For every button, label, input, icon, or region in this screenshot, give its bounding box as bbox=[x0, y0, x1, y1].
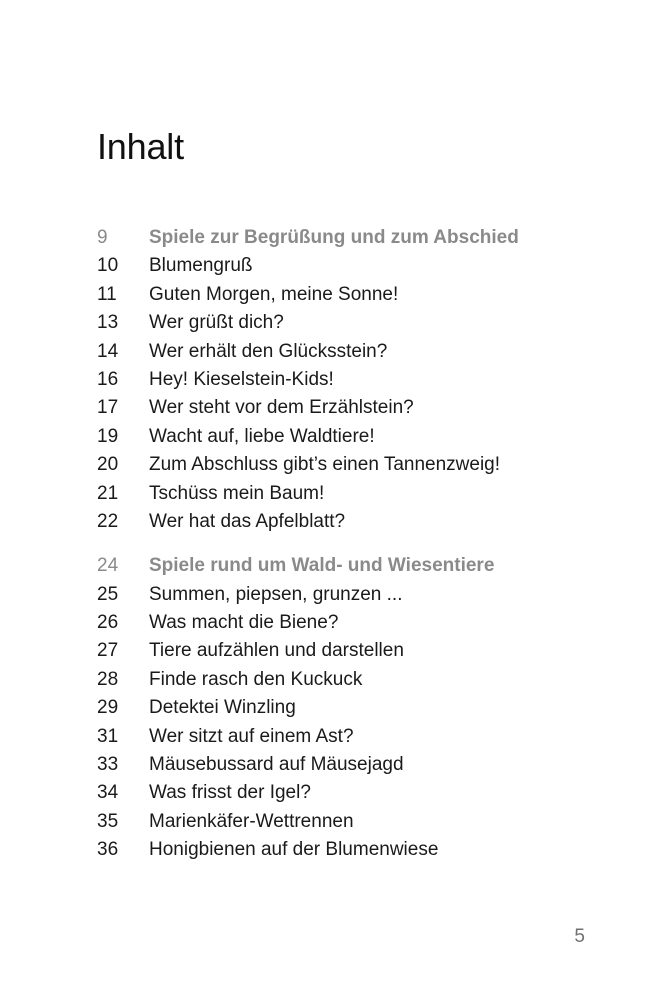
entry-title: Tiere aufzählen und darstellen bbox=[149, 640, 404, 662]
entry-page-number: 20 bbox=[97, 454, 119, 476]
section-title: Spiele zur Begrüßung und zum Abschied bbox=[149, 227, 519, 248]
entry-title: Finde rasch den Kuckuck bbox=[149, 668, 363, 690]
toc-entry bbox=[97, 751, 617, 779]
section-heading bbox=[97, 552, 617, 580]
toc-entry bbox=[97, 252, 617, 280]
entry-title: Was frisst der Igel? bbox=[149, 782, 311, 804]
entry-page-number: 22 bbox=[97, 510, 119, 532]
entry-title: Marienkäfer-Wettrennen bbox=[149, 810, 354, 832]
toc-entry bbox=[97, 394, 617, 422]
toc-section-animals bbox=[97, 552, 617, 864]
entry-title: Honigbienen auf der Blumenwiese bbox=[149, 839, 439, 861]
entry-title: Hey! Kieselstein-Kids! bbox=[149, 368, 334, 390]
entry-title: Wer steht vor dem Erzählstein? bbox=[149, 397, 414, 419]
entry-page-number: 28 bbox=[97, 668, 119, 690]
section-title: Spiele rund um Wald- und Wiesentiere bbox=[149, 555, 495, 577]
toc-entry bbox=[97, 666, 617, 694]
entry-title: Wacht auf, liebe Waldtiere! bbox=[149, 425, 375, 447]
entry-page-number: 14 bbox=[97, 340, 119, 362]
entry-title: Wer hat das Apfelblatt? bbox=[149, 510, 346, 532]
toc-entry bbox=[97, 309, 617, 337]
toc-section-greeting bbox=[97, 224, 617, 536]
toc-entry bbox=[97, 366, 617, 394]
toc-entry bbox=[97, 808, 617, 836]
entry-page-number: 13 bbox=[97, 312, 119, 334]
entry-page-number: 29 bbox=[97, 697, 119, 719]
entry-title: Summen, piepsen, grunzen ... bbox=[149, 583, 403, 605]
entry-title: Zum Abschluss gibt’s einen Tannenzweig! bbox=[149, 454, 501, 476]
toc-entry bbox=[97, 723, 617, 751]
entry-page-number: 21 bbox=[97, 482, 119, 504]
entry-title: Was macht die Biene? bbox=[149, 612, 339, 634]
entry-page-number: 10 bbox=[97, 255, 119, 277]
entry-title: Wer grüßt dich? bbox=[149, 312, 284, 334]
toc-entry bbox=[97, 451, 617, 479]
entry-title: Mäusebussard auf Mäusejagd bbox=[149, 754, 404, 776]
entry-title: Guten Morgen, meine Sonne! bbox=[149, 283, 399, 305]
entry-title: Wer erhält den Glücksstein? bbox=[149, 340, 388, 362]
table-of-contents bbox=[97, 224, 617, 881]
toc-entry bbox=[97, 508, 617, 536]
entry-title: Wer sitzt auf einem Ast? bbox=[149, 725, 354, 747]
entry-page-number: 17 bbox=[97, 397, 119, 419]
section-page-number: 24 bbox=[97, 555, 119, 577]
entry-page-number: 34 bbox=[97, 782, 119, 804]
toc-entry bbox=[97, 338, 617, 366]
entry-page-number: 33 bbox=[97, 754, 119, 776]
toc-entry bbox=[97, 423, 617, 451]
section-page-number: 9 bbox=[97, 227, 108, 248]
toc-entry bbox=[97, 637, 617, 665]
entry-page-number: 25 bbox=[97, 583, 119, 605]
entry-page-number: 27 bbox=[97, 640, 119, 662]
entry-page-number: 26 bbox=[97, 612, 119, 634]
toc-entry bbox=[97, 694, 617, 722]
entry-page-number: 11 bbox=[97, 283, 117, 305]
entry-title: Tschüss mein Baum! bbox=[149, 482, 325, 504]
entry-page-number: 16 bbox=[97, 368, 119, 390]
page-title: Inhalt bbox=[97, 126, 184, 167]
entry-page-number: 36 bbox=[97, 839, 119, 861]
entry-title: Detektei Winzling bbox=[149, 697, 296, 719]
entry-page-number: 31 bbox=[97, 725, 119, 747]
toc-entry bbox=[97, 836, 617, 864]
page-number: 5 bbox=[574, 926, 585, 947]
entry-page-number: 35 bbox=[97, 810, 119, 832]
toc-entry bbox=[97, 581, 617, 609]
toc-entry bbox=[97, 480, 617, 508]
toc-entry bbox=[97, 779, 617, 807]
section-heading bbox=[97, 224, 617, 252]
entry-page-number: 19 bbox=[97, 425, 119, 447]
toc-entry bbox=[97, 281, 617, 309]
entry-title: Blumengruß bbox=[149, 255, 253, 277]
toc-entry bbox=[97, 609, 617, 637]
